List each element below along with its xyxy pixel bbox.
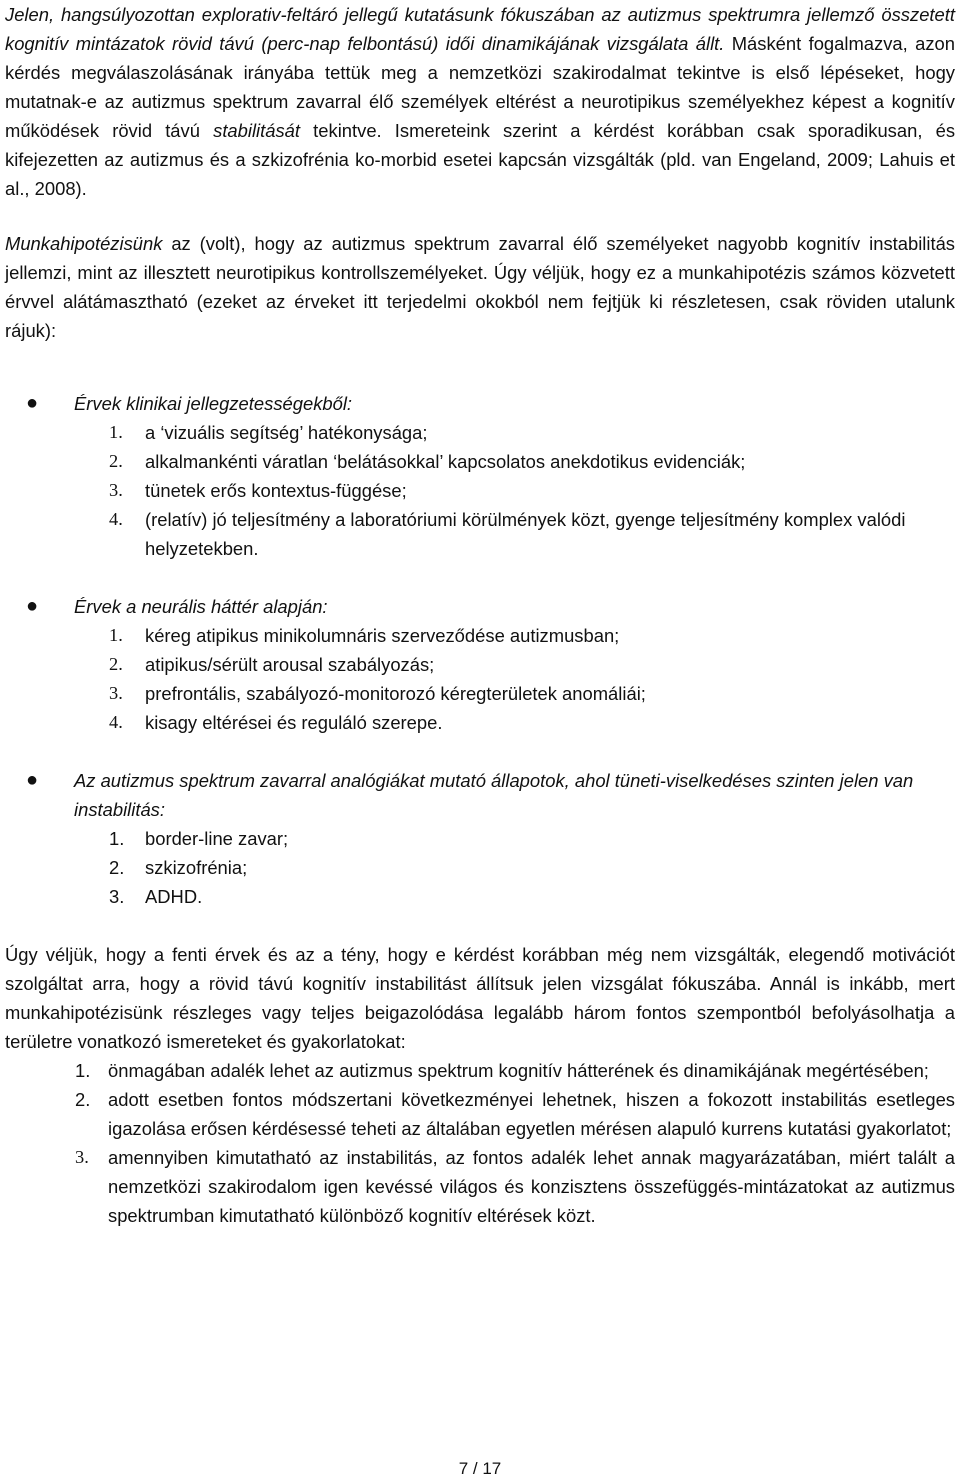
item-text: a ‘vizuális segítség’ hatékonysága; xyxy=(145,422,428,443)
bullet-heading: Érvek klinikai jellegzetességekből: xyxy=(74,393,353,414)
list-item xyxy=(5,1143,955,1230)
item-text: prefrontális, szabályozó-monitorozó kéregterületek anomáliái; xyxy=(145,683,646,704)
item-text: kisagy eltérései és reguláló szerepe. xyxy=(145,712,443,733)
intro-italic: Jelen, hangsúlyozottan explorativ-feltáró jellegű kutatásunk fókuszában az autizmus spektrumra jellemző összetett kognitív mintázatok rövid távú (perc-nap felbontású) idői dinamikájának vizsgálata állt. xyxy=(5,4,955,54)
item-number: 4. xyxy=(109,509,123,529)
hypothesis-paragraph xyxy=(5,229,955,345)
item-number: 1. xyxy=(109,422,123,442)
hypothesis-italic: Munkahipotézisünk xyxy=(5,233,163,254)
intro-text-2: tekintve. Ismereteink szerint a kérdést korábban csak sporadikusan, és kifejezetten az autizmus és a szkizofrénia ko-morbid esetei kapcsán vizsgálták (pld. van Engeland, 2009; Lahuis et al., 2008). xyxy=(5,120,956,199)
item-number: 1. xyxy=(109,625,123,645)
item-text: kéreg atipikus minikolumnáris szerveződése autizmusban; xyxy=(145,625,620,646)
motivation-paragraph: Úgy véljük, hogy a fenti érvek és az a tény, hogy e kérdést korábban még nem vizsgálták, elegendő motivációt szolgáltat arra, hogy a rövid távú kognitív instabilitást állítsuk jelen vizsgálat fókuszába. Annál is inkább, mert munkahipotézisünk részleges vagy teljes beigazolódása legalább három fontos szempontból befolyásolhatja a területre vonatkozó ismereteket és gyakorlatokat: xyxy=(5,944,955,1052)
item-number: 3. xyxy=(75,1147,89,1167)
item-number: 1. xyxy=(75,1060,91,1081)
list-item xyxy=(4,650,955,679)
list-item xyxy=(4,679,955,708)
list-item xyxy=(4,621,955,650)
intro-text-1: Másként fogalmazva, azon kérdés megválaszolásának irányába tettük meg a nemzetközi szakirodalmat tekintve is első lépéseket, hogy mutatnak-e az autizmus spektrum zavarral élő személyek eltérést a neurotipikus személyekhez képest a kognitív működések rövid távú xyxy=(5,33,955,141)
list-item xyxy=(4,708,955,737)
item-text: amennyiben kimutatható az instabilitás, az fontos adalék lehet annak magyarázatában, miért talált a nemzetközi szakirodalom igen kevéssé világos és konzisztens összefüggés-mintázatokat az autizmus spektrumban kimutatható különböző kognitív eltérések közt. xyxy=(108,1147,955,1226)
list-item xyxy=(4,853,955,882)
intro-paragraph xyxy=(5,0,955,203)
item-number: 3. xyxy=(109,683,123,703)
bullet-neural xyxy=(5,592,955,737)
item-text: ADHD. xyxy=(145,886,203,907)
list-item xyxy=(4,882,955,911)
document-page xyxy=(5,0,955,1230)
bullet-dot-icon: ● xyxy=(26,769,39,791)
hypothesis-text: az (volt), hogy az autizmus spektrum zavarral élő személyeket nagyobb kognitív instabilitás jellemzi, mint az illesztett neurotipikus kontrollszemélyeket. Úgy véljük, hogy ez a munkahipotézis számos közvetett érvvel alátámasztható (ezeket az érveket itt terjedelmi okokból nem fejtjük ki részletesen, csak röviden utalunk rájuk): xyxy=(5,233,955,341)
bullet-sublist xyxy=(5,824,955,911)
bullet-dot-icon: ● xyxy=(26,392,39,414)
item-text: önmagában adalék lehet az autizmus spektrum kognitív hátterének és dinamikájának megértésében; xyxy=(108,1060,929,1081)
item-text: border-line zavar; xyxy=(145,828,289,849)
item-text: szkizofrénia; xyxy=(145,857,248,878)
intro-italic-2: stabilitását xyxy=(213,120,301,141)
item-number: 3. xyxy=(109,480,123,500)
argument-bullets xyxy=(5,389,955,911)
consequences-list xyxy=(5,1056,955,1230)
list-item xyxy=(5,1056,955,1085)
item-number: 2. xyxy=(109,451,123,471)
bullet-analogies xyxy=(5,766,955,911)
list-item xyxy=(5,1085,955,1143)
list-item xyxy=(4,476,955,505)
bullet-heading: Érvek a neurális háttér alapján: xyxy=(74,596,328,617)
item-text: (relatív) jó teljesítmény a laboratóriumi körülmények közt, gyenge teljesítmény komplex valódi helyzetekben. xyxy=(145,509,906,559)
item-number: 2. xyxy=(75,1089,91,1110)
item-number: 2. xyxy=(109,857,125,878)
item-number: 3. xyxy=(109,886,125,907)
bullet-clinical xyxy=(5,389,955,563)
bullet-dot-icon: ● xyxy=(26,595,39,617)
item-text: alkalmankénti váratlan ‘belátásokkal’ kapcsolatos anekdotikus evidenciák; xyxy=(145,451,746,472)
item-number: 2. xyxy=(109,654,123,674)
list-item xyxy=(4,418,955,447)
list-item xyxy=(4,824,955,853)
bullet-heading: Az autizmus spektrum zavarral analógiákat mutató állapotok, ahol tüneti-viselkedéses szinten jelen van instabilitás: xyxy=(74,770,914,820)
item-text: atipikus/sérült arousal szabályozás; xyxy=(145,654,435,675)
item-text: adott esetben fontos módszertani következményei lehetnek, hiszen a fokozott instabilitás esetleges igazolása erősen kérdésessé teheti az általában egyetlen mérésen alapuló kurrens kutatási gyakorlatot; xyxy=(108,1089,955,1139)
bullet-sublist xyxy=(5,621,955,737)
item-number: 4. xyxy=(109,712,123,732)
item-number: 1. xyxy=(109,828,125,849)
list-item xyxy=(4,447,955,476)
item-text: tünetek erős kontextus-függése; xyxy=(145,480,407,501)
page-number: 7 / 17 xyxy=(458,1459,502,1478)
list-item xyxy=(4,505,955,563)
bullet-sublist xyxy=(5,418,955,563)
